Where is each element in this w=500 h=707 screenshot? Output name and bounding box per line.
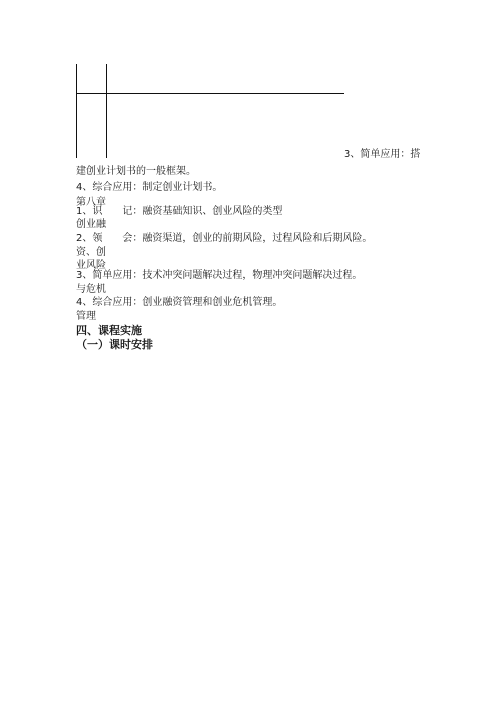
chapter-heading: 第八章 xyxy=(76,197,106,208)
table-left-border xyxy=(76,64,77,158)
table-column-divider xyxy=(106,64,107,158)
text-line: 3、简单应用：技术冲突问题解决过程，物理冲突问题解决过程。 xyxy=(76,270,363,281)
table-row-divider xyxy=(76,93,344,94)
text-line: 1、识 记：融资基础知识、创业风险的类型 xyxy=(76,206,283,217)
text-line: 4、综合应用：制定创业计划书。 xyxy=(76,182,223,193)
text-line: 管理 xyxy=(76,311,96,322)
subsection-heading: （一）课时安排 xyxy=(76,338,153,351)
section-heading: 四、课程实施 xyxy=(76,324,142,337)
text-line: 业风险 xyxy=(76,260,106,271)
text-line: 与危机 xyxy=(76,284,106,295)
table-cell-text: 3、简单应用：搭 xyxy=(344,149,421,160)
text-line: 2、领 会：融资渠道，创业的前期风险，过程风险和后期风险。 xyxy=(76,233,373,244)
text-line: 创业融 xyxy=(76,219,106,230)
text-line: 4、综合应用：创业融资管理和创业危机管理。 xyxy=(76,297,283,308)
text-line: 资、创 xyxy=(76,247,106,258)
text-line: 建创业计划书的一般框架。 xyxy=(76,166,196,177)
